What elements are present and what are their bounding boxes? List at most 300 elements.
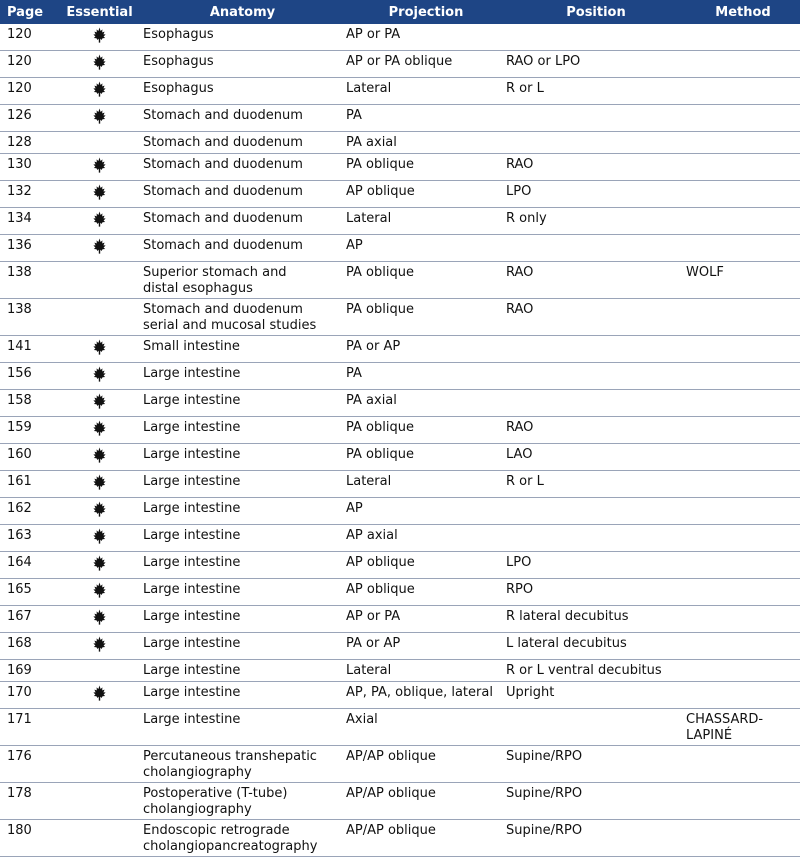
cell-projection-text: AP/AP oblique	[346, 823, 436, 838]
cell-method	[686, 132, 800, 154]
cell-page	[0, 154, 60, 181]
hand-icon	[93, 157, 106, 173]
cell-projection	[346, 606, 506, 633]
cell-position-text: RAO or LPO	[506, 54, 581, 69]
cell-anatomy-text: Large intestine	[143, 582, 241, 597]
cell-anatomy-text: Large intestine	[143, 366, 241, 381]
cell-projection-text: AP	[346, 501, 363, 516]
cell-essential	[60, 498, 139, 525]
cell-projection-text: AP axial	[346, 528, 398, 543]
cell-anatomy-text: Stomach and duodenum	[143, 108, 303, 123]
cell-position	[506, 820, 686, 857]
cell-projection	[346, 682, 506, 709]
table-row	[0, 444, 800, 471]
cell-page	[0, 299, 60, 336]
cell-position	[506, 498, 686, 525]
cell-anatomy	[139, 235, 346, 262]
cell-anatomy-text: Small intestine	[143, 339, 240, 354]
cell-projection-text: PA oblique	[346, 420, 414, 435]
cell-essential	[60, 262, 139, 299]
cell-page-text: 162	[7, 501, 32, 516]
cell-anatomy-text: Percutaneous transhepatic cholangiography	[143, 749, 317, 780]
hand-icon	[93, 685, 106, 701]
cell-page-text: 160	[7, 447, 32, 462]
cell-projection	[346, 498, 506, 525]
cell-page-text: 180	[7, 823, 32, 838]
cell-projection	[346, 208, 506, 235]
cell-projection-text: PA oblique	[346, 302, 414, 317]
table-row	[0, 498, 800, 525]
cell-anatomy	[139, 262, 346, 299]
cell-anatomy-text: Large intestine	[143, 528, 241, 543]
cell-page	[0, 336, 60, 363]
cell-position	[506, 51, 686, 78]
cell-position	[506, 154, 686, 181]
table-row	[0, 78, 800, 105]
cell-anatomy	[139, 746, 346, 783]
cell-position	[506, 552, 686, 579]
cell-method	[686, 51, 800, 78]
table-row	[0, 417, 800, 444]
cell-position-text: R lateral decubitus	[506, 609, 629, 624]
cell-projection	[346, 444, 506, 471]
cell-projection-text: Lateral	[346, 81, 392, 96]
cell-anatomy	[139, 181, 346, 208]
cell-anatomy-text: Esophagus	[143, 54, 214, 69]
cell-projection	[346, 299, 506, 336]
cell-projection	[346, 235, 506, 262]
hand-icon	[93, 108, 106, 124]
cell-essential	[60, 390, 139, 417]
cell-page-text: 120	[7, 54, 32, 69]
cell-essential	[60, 51, 139, 78]
table-row	[0, 746, 800, 783]
cell-anatomy-text: Large intestine	[143, 447, 241, 462]
cell-projection	[346, 390, 506, 417]
cell-anatomy	[139, 709, 346, 746]
cell-page	[0, 78, 60, 105]
cell-projection-text: PA	[346, 108, 362, 123]
header-essential: Essential	[60, 0, 139, 24]
cell-position	[506, 783, 686, 820]
table-row	[0, 606, 800, 633]
cell-projection-text: PA or AP	[346, 339, 401, 354]
hand-icon	[93, 447, 106, 463]
hand-icon	[93, 501, 106, 517]
cell-position	[506, 417, 686, 444]
cell-projection	[346, 417, 506, 444]
cell-projection	[346, 363, 506, 390]
cell-position-text: RAO	[506, 420, 534, 435]
cell-position-text: LPO	[506, 184, 532, 199]
cell-position	[506, 262, 686, 299]
cell-method-text: WOLF	[686, 265, 724, 280]
cell-position-text: LPO	[506, 555, 532, 570]
cell-anatomy-text: Large intestine	[143, 555, 241, 570]
cell-position	[506, 105, 686, 132]
cell-anatomy	[139, 660, 346, 682]
cell-projection-text: AP/AP oblique	[346, 749, 436, 764]
cell-method	[686, 181, 800, 208]
table-row	[0, 579, 800, 606]
cell-anatomy	[139, 417, 346, 444]
cell-essential	[60, 471, 139, 498]
cell-position	[506, 709, 686, 746]
table-row	[0, 105, 800, 132]
cell-position	[506, 390, 686, 417]
cell-projection-text: PA oblique	[346, 157, 414, 172]
hand-icon	[93, 339, 106, 355]
table-row	[0, 51, 800, 78]
cell-anatomy-text: Large intestine	[143, 474, 241, 489]
cell-essential	[60, 24, 139, 51]
hand-icon	[93, 555, 106, 571]
cell-projection-text: PA axial	[346, 135, 397, 150]
cell-position	[506, 606, 686, 633]
cell-anatomy-text: Large intestine	[143, 663, 241, 678]
cell-position-text: R only	[506, 211, 547, 226]
cell-page	[0, 262, 60, 299]
cell-anatomy-text: Large intestine	[143, 685, 241, 700]
cell-position-text: Supine/RPO	[506, 749, 583, 764]
cell-anatomy	[139, 208, 346, 235]
table-row	[0, 660, 800, 682]
cell-projection	[346, 552, 506, 579]
cell-method	[686, 444, 800, 471]
cell-projection-text: PA oblique	[346, 265, 414, 280]
cell-anatomy	[139, 471, 346, 498]
cell-page-text: 164	[7, 555, 32, 570]
hand-icon	[93, 528, 106, 544]
cell-position	[506, 525, 686, 552]
cell-projection	[346, 820, 506, 857]
hand-icon	[93, 27, 106, 43]
cell-anatomy	[139, 820, 346, 857]
cell-projection-text: AP/AP oblique	[346, 786, 436, 801]
cell-method	[686, 783, 800, 820]
cell-projection	[346, 132, 506, 154]
cell-page	[0, 682, 60, 709]
cell-anatomy	[139, 525, 346, 552]
cell-page	[0, 525, 60, 552]
cell-page	[0, 132, 60, 154]
cell-projection-text: AP oblique	[346, 582, 415, 597]
cell-projection-text: Lateral	[346, 474, 392, 489]
cell-anatomy-text: Large intestine	[143, 501, 241, 516]
cell-page	[0, 417, 60, 444]
cell-anatomy	[139, 579, 346, 606]
cell-projection-text: AP or PA oblique	[346, 54, 453, 69]
cell-anatomy	[139, 24, 346, 51]
cell-position-text: R or L	[506, 474, 544, 489]
cell-page	[0, 552, 60, 579]
cell-method	[686, 235, 800, 262]
cell-position	[506, 208, 686, 235]
cell-position	[506, 471, 686, 498]
table-row	[0, 552, 800, 579]
cell-page	[0, 709, 60, 746]
cell-page-text: 132	[7, 184, 32, 199]
cell-essential	[60, 132, 139, 154]
cell-essential	[60, 660, 139, 682]
hand-icon	[93, 54, 106, 70]
cell-page	[0, 105, 60, 132]
cell-page	[0, 444, 60, 471]
cell-method	[686, 682, 800, 709]
table-row	[0, 262, 800, 299]
cell-method	[686, 105, 800, 132]
cell-essential	[60, 363, 139, 390]
cell-anatomy	[139, 444, 346, 471]
cell-position-text: Upright	[506, 685, 555, 700]
cell-anatomy	[139, 154, 346, 181]
cell-projection-text: PA oblique	[346, 447, 414, 462]
cell-method	[686, 471, 800, 498]
cell-projection	[346, 746, 506, 783]
cell-page-text: 126	[7, 108, 32, 123]
cell-method	[686, 498, 800, 525]
header-projection: Projection	[346, 0, 506, 24]
cell-page-text: 138	[7, 265, 32, 280]
header-anatomy: Anatomy	[139, 0, 346, 24]
cell-anatomy-text: Esophagus	[143, 81, 214, 96]
cell-method	[686, 579, 800, 606]
hand-icon	[93, 238, 106, 254]
cell-page	[0, 363, 60, 390]
cell-position	[506, 336, 686, 363]
hand-icon	[93, 393, 106, 409]
table-row	[0, 363, 800, 390]
cell-page	[0, 633, 60, 660]
cell-anatomy-text: Superior stomach and distal esophagus	[143, 265, 287, 296]
cell-position	[506, 579, 686, 606]
cell-essential	[60, 633, 139, 660]
cell-anatomy-text: Large intestine	[143, 609, 241, 624]
header-method: Method	[686, 0, 800, 24]
cell-position-text: RPO	[506, 582, 534, 597]
cell-position	[506, 633, 686, 660]
cell-projection	[346, 262, 506, 299]
cell-position	[506, 746, 686, 783]
cell-page-text: 168	[7, 636, 32, 651]
table-row	[0, 820, 800, 857]
cell-essential	[60, 235, 139, 262]
cell-essential	[60, 336, 139, 363]
cell-method	[686, 417, 800, 444]
cell-page-text: 171	[7, 712, 32, 727]
cell-position-text: LAO	[506, 447, 533, 462]
cell-essential	[60, 417, 139, 444]
cell-position	[506, 132, 686, 154]
cell-projection-text: PA	[346, 366, 362, 381]
cell-essential	[60, 525, 139, 552]
table-row	[0, 633, 800, 660]
cell-method	[686, 552, 800, 579]
cell-essential	[60, 682, 139, 709]
cell-page	[0, 498, 60, 525]
cell-anatomy-text: Large intestine	[143, 420, 241, 435]
cell-projection-text: AP oblique	[346, 184, 415, 199]
cell-method	[686, 709, 800, 746]
cell-page	[0, 471, 60, 498]
cell-page	[0, 181, 60, 208]
cell-anatomy	[139, 363, 346, 390]
cell-essential	[60, 444, 139, 471]
cell-projection	[346, 336, 506, 363]
table-row	[0, 390, 800, 417]
hand-icon	[93, 420, 106, 436]
cell-anatomy-text: Stomach and duodenum serial and mucosal studies	[143, 302, 317, 333]
cell-projection	[346, 579, 506, 606]
cell-method	[686, 525, 800, 552]
cell-page-text: 161	[7, 474, 32, 489]
cell-projection-text: PA axial	[346, 393, 397, 408]
cell-page-text: 159	[7, 420, 32, 435]
cell-page	[0, 390, 60, 417]
table-row	[0, 709, 800, 746]
table-row	[0, 181, 800, 208]
cell-page-text: 178	[7, 786, 32, 801]
cell-projection	[346, 154, 506, 181]
table-header	[0, 0, 800, 24]
cell-page-text: 130	[7, 157, 32, 172]
cell-page	[0, 208, 60, 235]
cell-page	[0, 746, 60, 783]
cell-page-text: 163	[7, 528, 32, 543]
cell-position-text: R or L	[506, 81, 544, 96]
cell-page-text: 158	[7, 393, 32, 408]
cell-projection-text: AP	[346, 238, 363, 253]
cell-essential	[60, 579, 139, 606]
cell-method	[686, 660, 800, 682]
cell-projection-text: AP oblique	[346, 555, 415, 570]
cell-anatomy	[139, 552, 346, 579]
cell-anatomy-text: Large intestine	[143, 393, 241, 408]
header-position: Position	[506, 0, 686, 24]
cell-essential	[60, 746, 139, 783]
cell-page	[0, 820, 60, 857]
table-row	[0, 208, 800, 235]
cell-page-text: 156	[7, 366, 32, 381]
table-row	[0, 682, 800, 709]
cell-method	[686, 78, 800, 105]
cell-position	[506, 660, 686, 682]
cell-position	[506, 444, 686, 471]
header-page: Page	[0, 0, 60, 24]
table-row	[0, 132, 800, 154]
table-row	[0, 24, 800, 51]
cell-projection-text: AP or PA	[346, 609, 401, 624]
hand-icon	[93, 184, 106, 200]
cell-page-text: 120	[7, 27, 32, 42]
cell-position-text: RAO	[506, 157, 534, 172]
cell-page-text: 134	[7, 211, 32, 226]
cell-method	[686, 336, 800, 363]
table-row	[0, 525, 800, 552]
cell-anatomy-text: Esophagus	[143, 27, 214, 42]
cell-anatomy	[139, 606, 346, 633]
cell-method	[686, 24, 800, 51]
cell-position	[506, 181, 686, 208]
cell-projection-text: Lateral	[346, 663, 392, 678]
cell-page-text: 128	[7, 135, 32, 150]
cell-position-text: R or L ventral decubitus	[506, 663, 662, 678]
cell-anatomy	[139, 498, 346, 525]
cell-projection	[346, 51, 506, 78]
table-row	[0, 154, 800, 181]
cell-page	[0, 660, 60, 682]
cell-method	[686, 390, 800, 417]
cell-anatomy	[139, 132, 346, 154]
cell-anatomy-text: Stomach and duodenum	[143, 184, 303, 199]
cell-anatomy-text: Postoperative (T-tube) cholangiography	[143, 786, 288, 817]
cell-method	[686, 820, 800, 857]
cell-anatomy	[139, 78, 346, 105]
cell-position-text: RAO	[506, 302, 534, 317]
cell-page-text: 120	[7, 81, 32, 96]
cell-essential	[60, 820, 139, 857]
cell-essential	[60, 709, 139, 746]
cell-method	[686, 299, 800, 336]
hand-icon	[93, 582, 106, 598]
cell-anatomy-text: Stomach and duodenum	[143, 211, 303, 226]
table-row	[0, 299, 800, 336]
cell-essential	[60, 208, 139, 235]
cell-essential	[60, 606, 139, 633]
cell-method	[686, 154, 800, 181]
cell-projection-text: AP or PA	[346, 27, 401, 42]
table-row	[0, 783, 800, 820]
cell-position	[506, 299, 686, 336]
cell-anatomy	[139, 336, 346, 363]
cell-page-text: 176	[7, 749, 32, 764]
cell-page-text: 136	[7, 238, 32, 253]
cell-anatomy	[139, 105, 346, 132]
cell-position	[506, 78, 686, 105]
cell-essential	[60, 78, 139, 105]
cell-anatomy-text: Large intestine	[143, 712, 241, 727]
cell-position-text: Supine/RPO	[506, 823, 583, 838]
cell-position-text: RAO	[506, 265, 534, 280]
table-row	[0, 336, 800, 363]
cell-projection	[346, 24, 506, 51]
cell-anatomy	[139, 783, 346, 820]
cell-anatomy	[139, 51, 346, 78]
cell-method	[686, 746, 800, 783]
hand-icon	[93, 609, 106, 625]
cell-method	[686, 363, 800, 390]
cell-essential	[60, 154, 139, 181]
cell-page	[0, 24, 60, 51]
cell-anatomy-text: Stomach and duodenum	[143, 238, 303, 253]
cell-essential	[60, 299, 139, 336]
cell-projection	[346, 105, 506, 132]
hand-icon	[93, 366, 106, 382]
cell-method-text: CHASSARD- LAPINÉ	[686, 712, 764, 743]
cell-method	[686, 606, 800, 633]
cell-projection	[346, 525, 506, 552]
cell-page-text: 138	[7, 302, 32, 317]
cell-page	[0, 606, 60, 633]
table-row	[0, 235, 800, 262]
cell-method	[686, 208, 800, 235]
hand-icon	[93, 81, 106, 97]
cell-projection	[346, 181, 506, 208]
cell-essential	[60, 783, 139, 820]
cell-position	[506, 24, 686, 51]
cell-position-text: Supine/RPO	[506, 786, 583, 801]
cell-page	[0, 51, 60, 78]
